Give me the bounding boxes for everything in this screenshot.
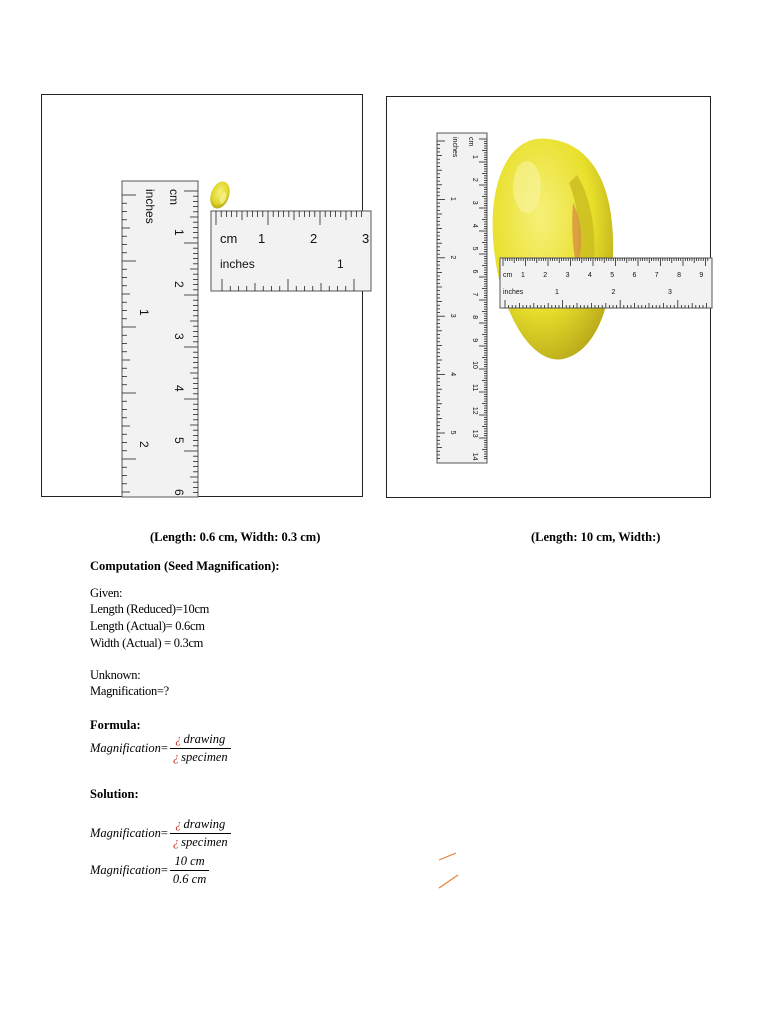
solution-numerator-2: 10 cm	[174, 854, 205, 868]
ruler-unit-cm: cm	[503, 272, 513, 279]
formula-equals: =	[160, 741, 168, 755]
ruler-number: 3	[362, 231, 370, 246]
figure-right-seed-drawing	[386, 96, 711, 498]
ruler-number: 5	[471, 246, 478, 251]
ruler-number: 2	[543, 272, 548, 279]
ruler-number: 1	[555, 289, 559, 296]
solution-fraction-2	[170, 854, 209, 887]
ruler-number: 8	[471, 315, 478, 320]
ruler-unit-inches: inches	[503, 289, 524, 296]
horizontal-ruler-left	[211, 211, 371, 291]
ruler-number: 12	[471, 406, 478, 415]
ruler-number: 7	[654, 272, 659, 279]
ruler-number: 1	[137, 309, 151, 316]
ruler-number: 2	[611, 289, 616, 296]
ruler-number: 1	[449, 197, 456, 201]
ruler-number: 3	[668, 289, 672, 296]
solution-heading: Solution:	[90, 787, 139, 801]
ruler-number: 5	[449, 430, 456, 435]
pen-marks	[436, 850, 464, 892]
caption-left: (Length: 0.6 cm, Width: 0.3 cm)	[150, 530, 321, 544]
ruler-number: 10	[471, 361, 478, 369]
ruler-number: 2	[471, 177, 478, 182]
ruler-number: 2	[310, 231, 318, 246]
pen-stroke	[439, 875, 458, 888]
solution-denominator-2: 0.6 cm	[170, 870, 209, 887]
solution-denominator-1: specimen	[181, 835, 228, 849]
formula-fraction	[170, 732, 231, 765]
ruler-number: 2	[137, 441, 151, 448]
formula-lhs: Magnification	[90, 741, 161, 755]
ruler-number: 3	[449, 313, 456, 318]
ruler-number: 4	[587, 272, 592, 279]
ruler-number: 6	[632, 272, 637, 279]
vertical-ruler-left	[122, 181, 198, 497]
l-symbol: ¿	[172, 835, 180, 849]
formula-magnification	[90, 732, 231, 765]
ruler-number: 3	[565, 272, 570, 279]
ruler-number: 1	[337, 257, 344, 271]
ruler-number: 4	[471, 223, 478, 228]
formula-heading: Formula:	[90, 718, 141, 732]
ruler-number: 4	[172, 385, 186, 392]
ruler-number: 7	[471, 292, 478, 297]
seed-image-small	[207, 179, 233, 211]
ruler-unit-cm: cm	[167, 189, 181, 205]
pen-stroke	[439, 853, 456, 860]
l-symbol: ¿	[172, 750, 180, 764]
figure-left-seed-actual	[41, 94, 370, 497]
ruler-number: 11	[471, 384, 478, 392]
ruler-number: 1	[521, 272, 525, 279]
seed-ruler-photo-right	[387, 97, 710, 497]
ruler-number: 5	[610, 272, 615, 279]
formula-numerator: drawing	[183, 732, 226, 746]
ruler-number: 6	[471, 269, 478, 274]
given-width-actual: Width (Actual) = 0.3cm	[90, 636, 204, 650]
ruler-number: 9	[471, 338, 478, 343]
computation-heading: Computation (Seed Magnification):	[90, 559, 280, 573]
ruler-number: 9	[699, 272, 704, 279]
ruler-number: 1	[258, 231, 266, 246]
solution-equals: =	[160, 863, 168, 877]
ruler-number: 5	[172, 437, 186, 444]
solution-numerator-1: drawing	[183, 817, 226, 831]
ruler-unit-inches: inches	[143, 189, 157, 224]
given-length-reduced: Length (Reduced)=10cm	[90, 602, 210, 616]
caption-right: (Length: 10 cm, Width:)	[531, 530, 661, 544]
ruler-number: 3	[471, 200, 478, 205]
ruler-number: 6	[172, 489, 186, 496]
ruler-number: 2	[449, 255, 456, 260]
ruler-unit-cm: cm	[467, 137, 474, 147]
ruler-number: 3	[172, 333, 186, 340]
given-label: Given:	[90, 586, 123, 600]
ruler-number: 8	[677, 272, 682, 279]
ruler-number: 2	[172, 281, 186, 288]
ruler-number: 13	[471, 429, 478, 438]
l-symbol: ¿	[175, 817, 182, 831]
ruler-number: 14	[471, 452, 478, 461]
ruler-number: 4	[449, 372, 456, 377]
given-length-actual: Length (Actual)= 0.6cm	[90, 619, 205, 633]
solution-lhs: Magnification	[90, 826, 161, 840]
solution-step-2	[90, 854, 209, 887]
solution-equals: =	[160, 826, 168, 840]
solution-fraction-1	[170, 817, 231, 850]
ruler-number: 1	[471, 155, 478, 159]
vertical-ruler-right	[437, 133, 487, 463]
formula-denominator: specimen	[181, 750, 228, 764]
seed-ruler-photo-left	[42, 95, 370, 496]
l-symbol: ¿	[175, 732, 182, 746]
ruler-number: 1	[172, 229, 186, 236]
unknown-label: Unknown:	[90, 668, 141, 682]
seed-image-large	[493, 139, 614, 360]
ruler-unit-inches: inches	[220, 257, 255, 271]
solution-step-1	[90, 817, 231, 850]
ruler-unit-inches: inches	[451, 137, 458, 158]
horizontal-ruler-right	[500, 258, 712, 308]
ruler-unit-cm: cm	[220, 231, 238, 246]
unknown-magnification: Magnification=?	[90, 684, 169, 698]
solution-lhs: Magnification	[90, 863, 161, 877]
